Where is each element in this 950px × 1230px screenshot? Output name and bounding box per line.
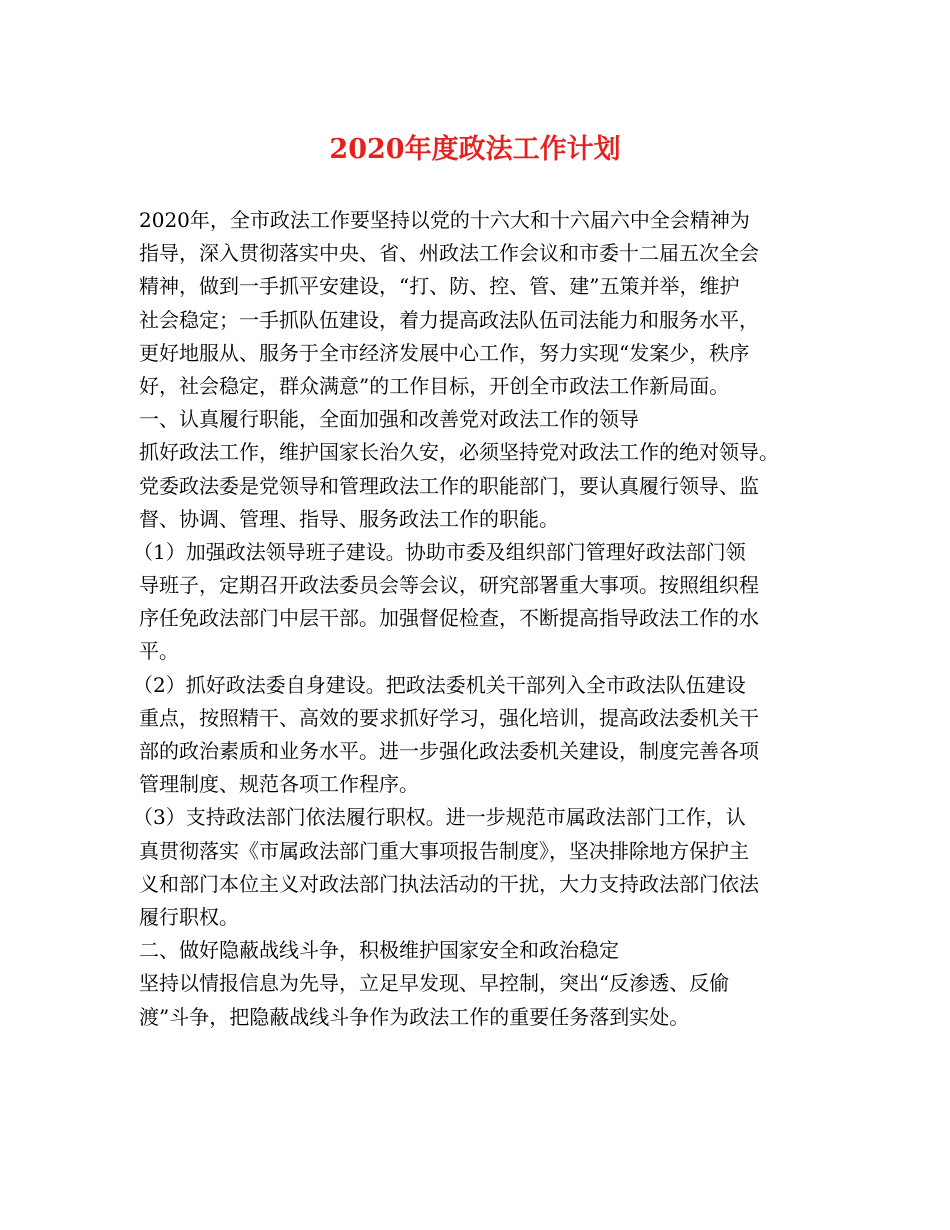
- body-line: 渡”斗争，把隐蔽战线斗争作为政法工作的重要任务落到实处。: [139, 1004, 690, 1029]
- body-line: 更好地服从、服务于全市经济发展中心工作，努力实现“发案少，秩序: [139, 340, 750, 365]
- section-heading: 二、做好隐蔽战线斗争，积极维护国家安全和政治稳定: [139, 938, 619, 963]
- body-line: 义和部门本位主义对政法部门执法活动的干扰，大力支持政法部门依法: [139, 871, 759, 896]
- body-line: 社会稳定；一手抓队伍建设，着力提高政法队伍司法能力和服务水平，: [139, 307, 759, 332]
- body-line: 2020年，全市政法工作要坚持以党的十六大和十六届六中全会精神为: [139, 208, 750, 232]
- subsection-line: （3）支持政法部门依法履行职权。进一步规范市属政法部门工作，认: [133, 805, 746, 830]
- body-line: 党委政法委是党领导和管理政法工作的职能部门，要认真履行领导、监: [139, 473, 759, 498]
- body-line: 坚持以情报信息为先导，立足早发现、早控制，突出“反渗透、反偷: [139, 971, 730, 996]
- body-line: 真贯彻落实《市属政法部门重大事项报告制度》，坚决排除地方保护主: [139, 838, 749, 863]
- body-line: 精神，做到一手抓平安建设，“打、防、控、管、建”五策并举，维护: [139, 274, 740, 299]
- body-line: 履行职权。: [139, 904, 239, 929]
- body-line: 好，社会稳定，群众满意”的工作目标，开创全市政法工作新局面。: [139, 373, 730, 398]
- subsection-line: （1）加强政法领导班子建设。协助市委及组织部门管理好政法部门领: [133, 539, 746, 564]
- body-line: 平。: [139, 639, 179, 664]
- body-line: 指导，深入贯彻落实中央、省、州政法工作会议和市委十二届五次全会: [139, 241, 759, 266]
- body-line: 督、协调、管理、指导、服务政法工作的职能。: [139, 506, 559, 531]
- subsection-line: （2）抓好政法委自身建设。把政法委机关干部列入全市政法队伍建设: [133, 672, 746, 697]
- document-body: [133, 204, 819, 1034]
- body-line: 抓好政法工作，维护国家长治久安，必须坚持党对政法工作的绝对领导。: [139, 440, 779, 465]
- body-line: 重点，按照精干、高效的要求抓好学习，强化培训，提高政法委机关干: [139, 705, 759, 730]
- body-line: 部的政治素质和业务水平。进一步强化政法委机关建设，制度完善各项: [139, 739, 759, 763]
- body-line: 导班子，定期召开政法委员会等会议，研究部署重大事项。按照组织程: [139, 573, 759, 598]
- document-title: 2020年度政法工作计划: [329, 134, 621, 165]
- body-line: 序任免政法部门中层干部。加强督促检查，不断提高指导政法工作的水: [139, 606, 759, 631]
- body-line: 管理制度、规范各项工作程序。: [139, 772, 419, 797]
- section-heading: 一、认真履行职能，全面加强和改善党对政法工作的领导: [139, 407, 639, 432]
